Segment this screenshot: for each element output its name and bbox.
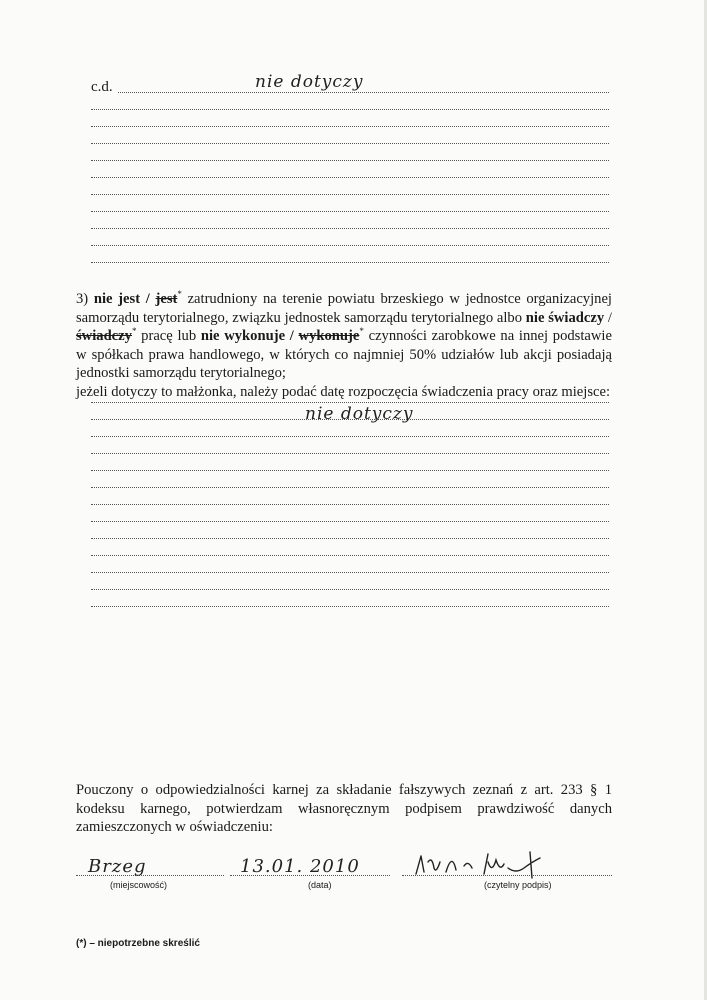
signature-label: (czytelny podpis) — [484, 880, 552, 890]
nie-wykonuje-text: nie wykonuje / — [200, 328, 294, 344]
dotted-line — [91, 160, 609, 161]
dotted-line — [91, 538, 609, 539]
dotted-line — [91, 402, 609, 403]
dotted-line — [91, 228, 609, 229]
footnote-star: * — [177, 289, 182, 300]
dotted-line — [91, 143, 609, 144]
section-3-paragraph — [76, 290, 612, 401]
footnote: (*) – niepotrzebne skreślić — [76, 938, 200, 949]
dotted-line — [91, 453, 609, 454]
dotted-line — [91, 245, 609, 246]
jest-struck-text: jest — [155, 291, 178, 307]
cd-label: c.d. — [91, 79, 113, 95]
section-3-text-2: pracę lub — [141, 328, 197, 344]
dotted-line — [91, 177, 609, 178]
dotted-line — [91, 419, 609, 420]
spouse-instruction: jeżeli dotyczy to małżonka, należy podać datę rozpoczęcia świadczenia pracy oraz miejsce: — [76, 383, 611, 400]
nie-jest-text: nie jest / — [93, 291, 150, 307]
section-3-text-3: czynności zarobkowe na innej podstawie w spółkach prawa handlowego, w których co najmniej 50% udziałów lub akcji posiadają jednostki samorządu terytorialnego; — [76, 328, 612, 381]
dotted-line — [91, 194, 609, 195]
dotted-line — [91, 126, 609, 127]
footnote-star: * — [131, 326, 137, 337]
dotted-line — [91, 504, 609, 505]
dotted-line — [91, 109, 609, 110]
handwritten-place: Brzeg — [88, 856, 147, 877]
handwritten-date: 13.01. 2010 — [240, 856, 360, 877]
dotted-line — [91, 572, 609, 573]
dotted-line — [91, 211, 609, 212]
section-3-text-1: zatrudniony na terenie powiatu brzeskiego w jednostce organizacyjnej samorządu terytorialnego, związku jednostek samorządu terytorialnego albo — [76, 291, 612, 326]
place-label: (miejscowość) — [110, 880, 168, 890]
dotted-line — [91, 262, 609, 263]
handwritten-answer-top: nie dotyczy — [255, 72, 364, 92]
dotted-line — [91, 487, 609, 488]
footnote-star: * — [359, 326, 364, 337]
dotted-line — [91, 436, 609, 437]
dotted-line — [91, 589, 609, 590]
dotted-line — [91, 555, 609, 556]
declaration-text: Pouczony o odpowiedzialności karnej za składanie fałszywych zeznań z art. 233 § 1 kodeksu karnego, potwierdzam własnoręcznym podpisem prawdziwość danych zamieszczonych w oświadczeniu: — [76, 782, 612, 835]
section-number: 3) — [76, 291, 89, 307]
wykonuje-struck-text: wykonuje — [298, 328, 360, 344]
handwritten-signature — [412, 848, 562, 880]
date-label: (data) — [308, 880, 332, 890]
swiadczy-struck-text: świadczy — [76, 328, 132, 344]
handwritten-answer-section3: nie dotyczy — [305, 404, 414, 424]
slash-text: / — [607, 309, 612, 326]
nie-swiadczy-text: nie świadczy — [525, 309, 605, 326]
dotted-line — [118, 92, 609, 93]
dotted-line — [91, 521, 609, 522]
dotted-line — [91, 470, 609, 471]
dotted-line — [91, 606, 609, 607]
